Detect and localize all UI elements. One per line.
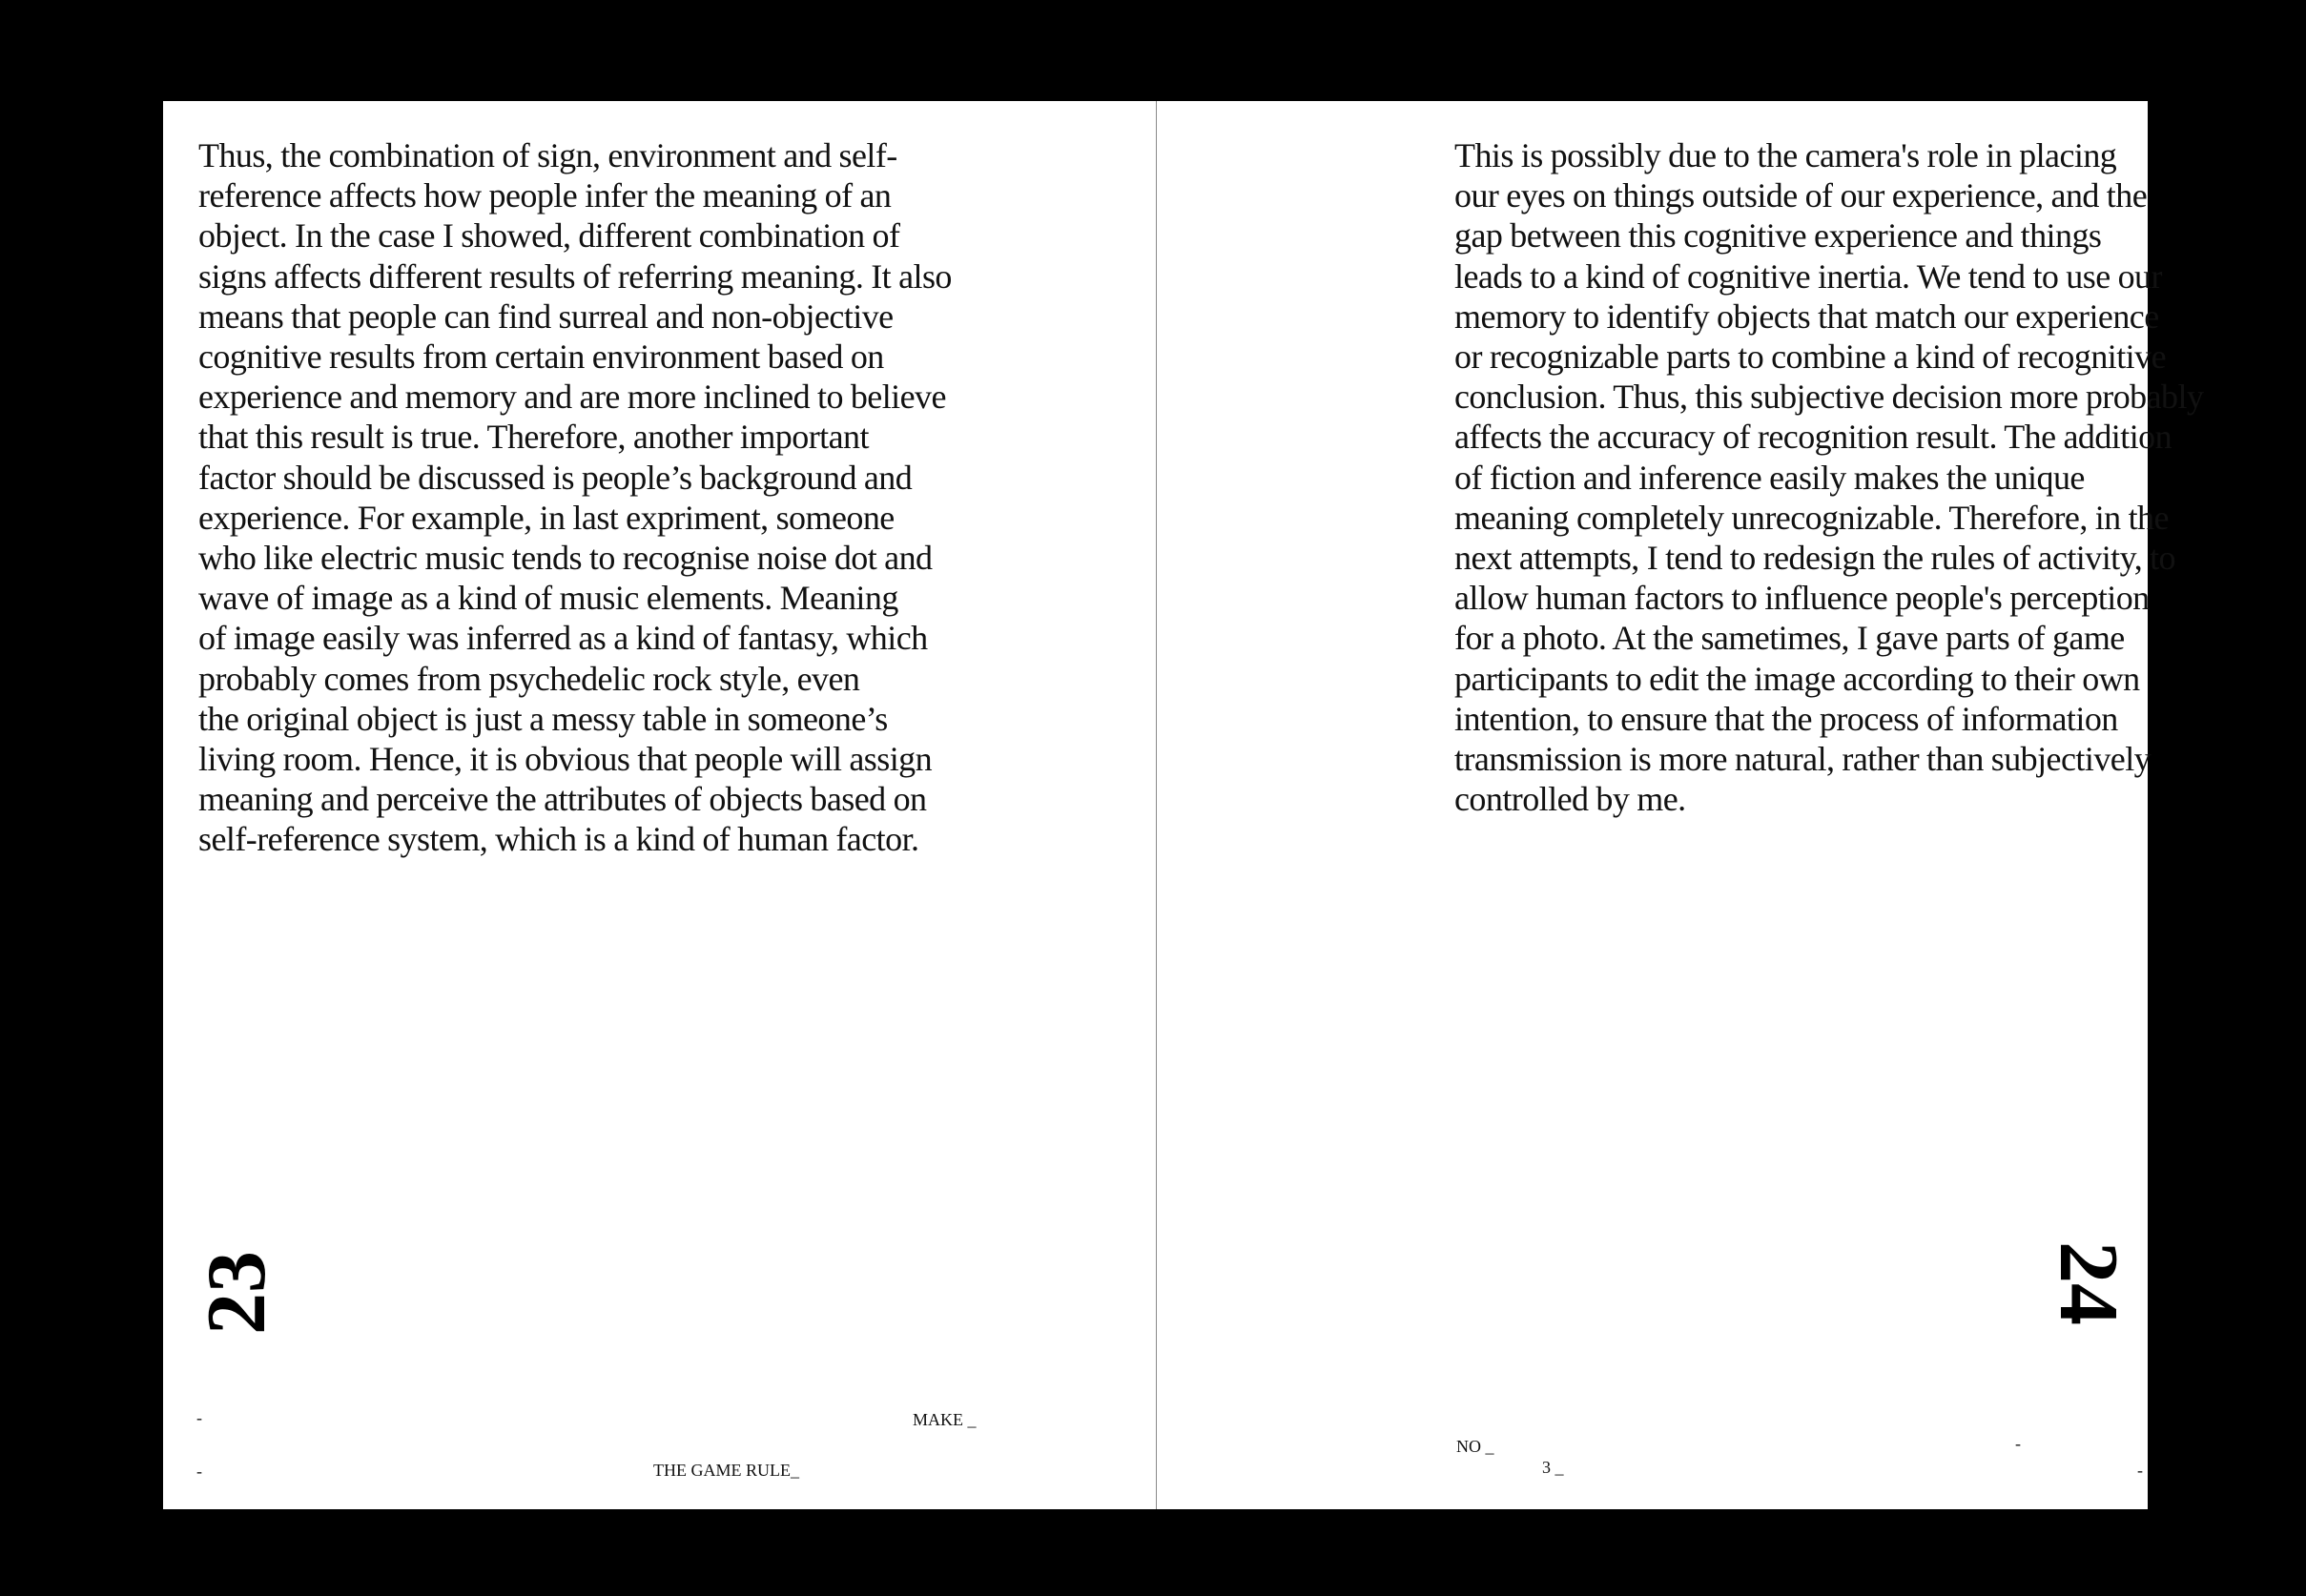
paragraph-line: of image easily was inferred as a kind of fantasy, which bbox=[198, 619, 928, 658]
footer-dash: - bbox=[2015, 1434, 2021, 1453]
paragraph-line: living room. Hence, it is obvious that people will assign bbox=[198, 740, 933, 779]
paragraph-line: reference affects how people infer the meaning of an bbox=[198, 176, 892, 215]
paragraph-line: Thus, the combination of sign, environment and self- bbox=[198, 136, 897, 174]
paragraph-line: cognitive results from certain environment based on bbox=[198, 338, 884, 377]
paragraph-line: allow human factors to influence people's perception bbox=[1454, 579, 2150, 618]
paragraph-line: or recognizable parts to combine a kind of recognitive bbox=[1454, 338, 2167, 377]
book-spread bbox=[163, 101, 2204, 1509]
paragraph-line: for a photo. At the sametimes, I gave parts of game bbox=[1454, 619, 2125, 658]
paragraph-line: memory to identify objects that match our experience bbox=[1454, 297, 2159, 336]
page-number-24: 24 bbox=[2042, 1241, 2134, 1325]
paragraph-line: controlled by me. bbox=[1454, 780, 1686, 819]
paragraph-line: means that people can find surreal and non-objective bbox=[198, 297, 894, 336]
paragraph-line: signs affects different results of referring meaning. It also bbox=[198, 256, 952, 296]
paragraph-line: the original object is just a messy table in someone’s bbox=[198, 699, 888, 738]
paragraph-line: next attempts, I tend to redesign the rules of activity, to bbox=[1454, 539, 2176, 578]
footer-game-rule-label: THE GAME RULE_ bbox=[653, 1461, 799, 1480]
footer-make-label: MAKE _ bbox=[913, 1410, 977, 1429]
footer-dash: - bbox=[196, 1462, 202, 1481]
paragraph-line: of fiction and inference easily makes the unique bbox=[1454, 458, 2085, 497]
paragraph-line: experience. For example, in last expriment, someone bbox=[198, 498, 895, 537]
footer-no-label: NO _ bbox=[1456, 1437, 1494, 1456]
paragraph-line: intention, to ensure that the process of information bbox=[1454, 699, 2118, 738]
paragraph-line: factor should be discussed is people’s background and bbox=[198, 458, 913, 497]
right-page bbox=[1157, 101, 2204, 1509]
footer-dash: - bbox=[2137, 1461, 2143, 1480]
paragraph-line: conclusion. Thus, this subjective decision more probably bbox=[1454, 378, 2204, 417]
page-number-23: 23 bbox=[191, 1251, 283, 1335]
paragraph-line: who like electric music tends to recognise noise dot and bbox=[198, 539, 933, 578]
footer-dash: - bbox=[196, 1408, 202, 1427]
paragraph-line: probably comes from psychedelic rock style, even bbox=[198, 659, 860, 698]
paragraph-line: participants to edit the image according to their own bbox=[1454, 659, 2140, 698]
paragraph-line: meaning completely unrecognizable. Therefore, in the bbox=[1454, 498, 2169, 537]
right-page-paragraph bbox=[1454, 135, 2294, 819]
paragraph-line: experience and memory and are more inclined to believe bbox=[198, 378, 946, 417]
left-page-paragraph bbox=[198, 135, 1038, 860]
paragraph-line: wave of image as a kind of music elements. Meaning bbox=[198, 579, 898, 618]
paragraph-line: meaning and perceive the attributes of objects based on bbox=[198, 780, 927, 819]
paragraph-line: self-reference system, which is a kind of human factor. bbox=[198, 820, 919, 859]
paragraph-line: our eyes on things outside of our experience, and the bbox=[1454, 176, 2148, 215]
footer-number-label: 3 _ bbox=[1542, 1458, 1564, 1477]
paragraph-line: This is possibly due to the camera's role in placing bbox=[1454, 136, 2117, 174]
paragraph-line: gap between this cognitive experience and things bbox=[1454, 216, 2102, 256]
paragraph-line: leads to a kind of cognitive inertia. We tend to use our bbox=[1454, 256, 2162, 296]
paragraph-line: that this result is true. Therefore, another important bbox=[198, 418, 869, 457]
paragraph-line: object. In the case I showed, different combination of bbox=[198, 216, 900, 256]
left-page bbox=[163, 101, 1156, 1509]
paragraph-line: transmission is more natural, rather than subjectively bbox=[1454, 740, 2152, 779]
paragraph-line: affects the accuracy of recognition result. The addition bbox=[1454, 418, 2172, 457]
